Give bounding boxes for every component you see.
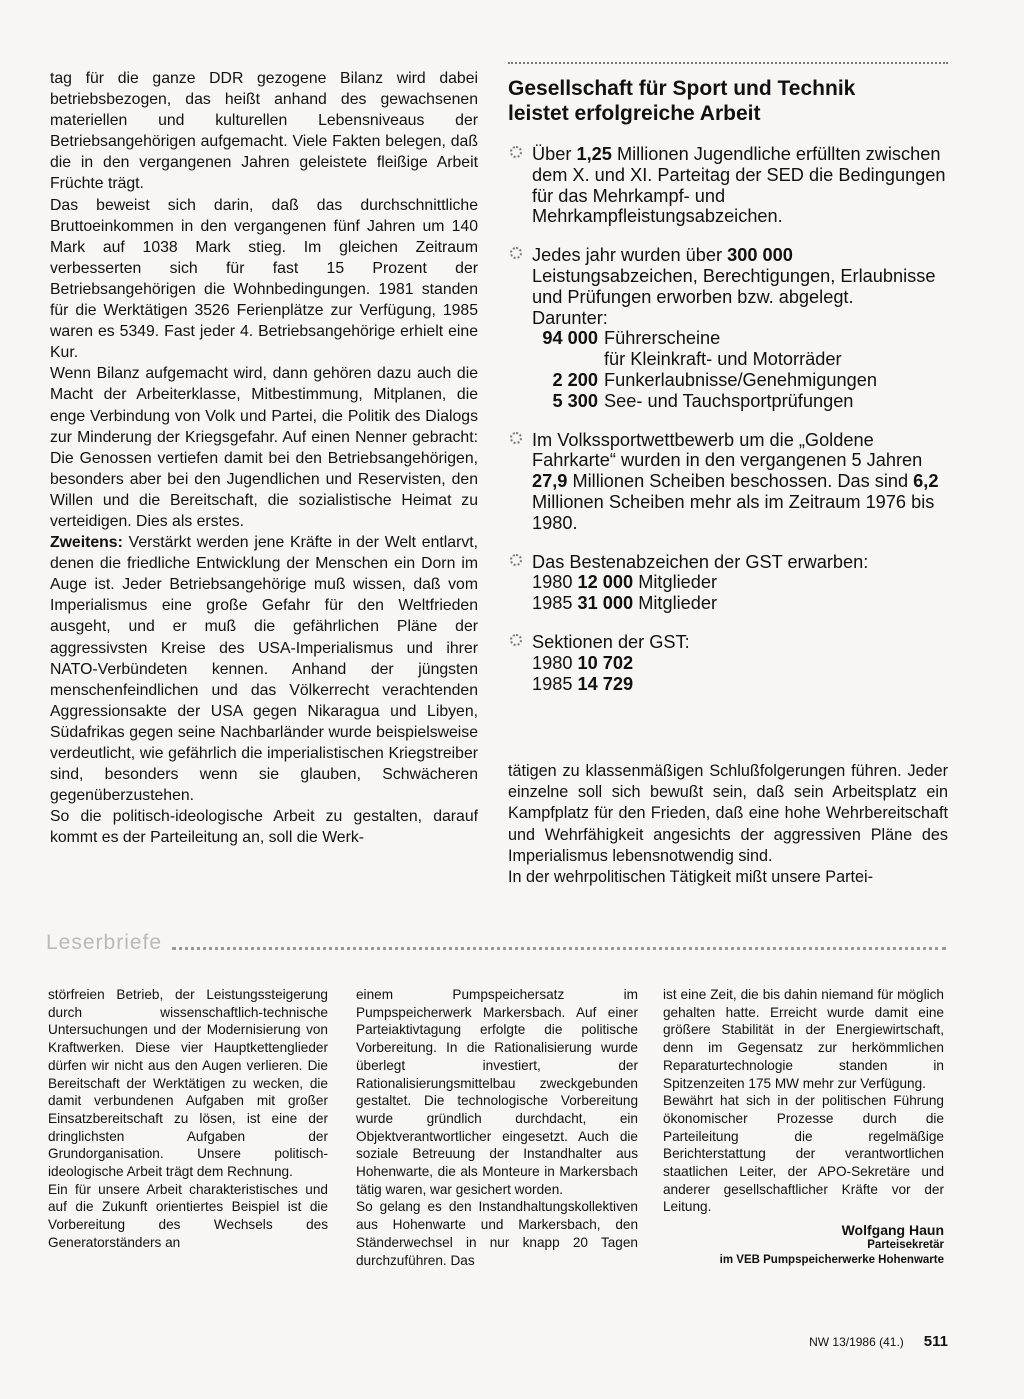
- section-label: Leserbriefe: [46, 931, 163, 954]
- signature-name: Wolfgang Haun: [841, 1222, 944, 1239]
- bullet-icon: [510, 554, 522, 566]
- paragraph: tätigen zu klassenmäßigen Schlußfolgerungen führen. Jeder einzelne soll sich bewußt sein, daß sein Arbeitsplatz ein Kampfplatz für den Frieden, daß eine hohe Wehrbereitschaft und Wehrfähigkeit angesichts der aggressiven Pläne des Imperialismus lebensnotwendig sind.: [508, 762, 948, 865]
- bullet-icon: [510, 432, 522, 444]
- paragraph: Ein für unsere Arbeit charakteristisches und auf die Zukunft orientiertes Beispiel ist die Vorbereitung des Wechsels des Generatorständers an: [48, 1181, 328, 1250]
- stat-line: 1985 31 000 Mitglieder: [532, 593, 718, 614]
- paragraph: Das beweist sich darin, daß das durchschnittliche Bruttoeinkommen in den vergangenen fünf Jahren um 140 Mark auf 1038 Mark stieg. Im gleichen Zeitraum verbesserten sich für fast 15 Prozent der Betriebsangehörigen die Wohnbedingungen. 1981 standen für die Werktätigen 3526 Ferienplätze zur Verfügung, 1985 waren es 5349. Fast jeder 4. Betriebsangehörige erhielt eine Kur.: [50, 196, 478, 362]
- section-rule: [172, 947, 946, 950]
- bullet-icon: [510, 247, 522, 259]
- paragraph: störfreien Betrieb, der Leistungssteigerung durch wissenschaftlich-technische Untersuchungen und der Modernisierung von Kraftwerken. Diese vier Hauptkettenglieder dürfen wir nicht aus den Augen verlieren. Die Bereitschaft der Werktätigen zu wecken, die damit verbundenen Aufgaben mit großer Einsatzbereitschaft zu lösen, ist eine der dringlichsten Aufgaben der Grundorganisation. Unsere politisch-ideologische Arbeit trägt dem Rechnung.: [48, 987, 328, 1180]
- gst-info-box: [508, 62, 948, 712]
- letter-column-3: [663, 986, 944, 1268]
- stat-row: für Kleinkraft- und Motorräder: [604, 349, 842, 370]
- darunter-label: Darunter:: [532, 307, 608, 328]
- box-item: Über 1,25 Millionen Jugendliche erfüllten zwischen dem X. und XI. Parteitag der SED die Bedingungen für das Mehrkampf- und Mehrkampfleistungsabzeichen.: [508, 144, 948, 227]
- stat-row: 5 300 See- und Tauchsportprüfungen: [552, 390, 854, 411]
- paragraph: tag für die ganze DDR gezogene Bilanz wird dabei betriebsbezogen, das heißt anhand des gewachsenen materiellen und kulturellen Lebensniveaus der Betriebsangehörigen aufgemacht. Viele Fakten belegen, daß die in den vergangenen Jahren geleistete fleißige Arbeit Früchte trägt.: [50, 70, 478, 193]
- page-number: 511: [923, 1333, 948, 1350]
- stat-line: 1985 14 729: [532, 673, 634, 694]
- stat-line: 1980 12 000 Mitglieder: [532, 572, 718, 593]
- paragraph: Bewährt hat sich in der politischen Führung ökonomischer Prozesse durch die Parteileitung die regelmäßige Berichterstattung der verantwortlichen staatlichen Leiter, der APO-Sekretäre und anderer gesellschaftlicher Kräfte vor der Leitung.: [663, 1093, 944, 1215]
- stat-row: 2 200 Funkerlaubnisse/Genehmigungen: [552, 369, 877, 390]
- bullet-icon: [510, 146, 522, 158]
- issue-number: NW 13/1986 (41.): [809, 1335, 904, 1349]
- box-title-line-1: Gesellschaft für Sport und Technik: [508, 77, 856, 100]
- letter-column-1: [48, 986, 328, 1252]
- paragraph: So die politisch-ideologische Arbeit zu gestalten, darauf kommt es der Parteileitung an, soll die Werk-: [50, 808, 478, 847]
- paragraph-text: Verstärkt werden jene Kräfte in der Welt entlarvt, denen die friedliche Entwicklung der Menschen ein Dorn im Auge ist. Jeder Betriebsangehörige muß wissen, daß vom Imperialismus eine große Gefahr für den Weltfrieden ausgeht, und er muß die gefährlichen Pläne der aggressivsten Kreise des USA-Imperialismus und ihrer NATO-Verbündeten kennen. Anhand der jüngsten menschenfeindlichen und das Völkerrecht verachtenden Aggressionsakte der USA gegen Nikaragua und Libyen, Südafrikas gegen seine Nachbarländer wurde beispielsweise verdeutlicht, wie gefährlich die imperialistischen Kriegstreiber sind, besonders wenn sie glauben, Schwächeren gegenüberzustehen.: [50, 534, 478, 805]
- paragraph: ist eine Zeit, die bis dahin niemand für möglich gehalten hatte. Erreicht wurde damit eine größere Stabilität in der Energiewirtschaft, denn im Gegensatz zur herkömmlichen Reparaturtechnologie standen in Spitzenzeiten 175 MW mehr zur Verfügung.: [663, 987, 944, 1091]
- paragraph: Wenn Bilanz aufgemacht wird, dann gehören dazu auch die Macht der Arbeiterklasse, Mitbestimmung, Mitplanen, die enge Verbindung von Volk und Partei, die Politik des Dialogs zur Minderung der Kriegsgefahr. Auf einen Nenner gebracht: Die Genossen vertiefen damit bei den Betriebsangehörigen, besonders aber bei den Jugendlichen und Reservisten, den Willen und die Bereitschaft, die sozialistische Heimat zu verteidigen. Dies als erstes.: [50, 365, 478, 530]
- signature-role: Parteisekretär: [867, 1239, 944, 1252]
- section-header-leserbriefe: [46, 928, 946, 958]
- box-item: Das Bestenabzeichen der GST erwarben: 1980 12 000 Mitglieder 1985 31 000 Mitglieder: [508, 552, 948, 614]
- paragraph-zweitens: [50, 532, 478, 806]
- main-article-right-column: [508, 761, 948, 888]
- lead-word: Zweitens:: [50, 534, 123, 552]
- box-item: Jedes jahr wurden über 300 000 Leistungsabzeichen, Berechtigungen, Erlaubnisse und Prüfungen erworben bzw. abgelegt. Darunter: 94 000 Führerscheine für Kleinkraft- und Motorräder 2 200 Funkerlaubnisse/Genehmigungen 5 300 See- und Tauchsportprüfungen: [508, 245, 948, 411]
- letter-column-2: [356, 986, 638, 1269]
- signature-role: im VEB Pumpspeicherwerke Hohenwarte: [719, 1254, 944, 1267]
- paragraph: einem Pumpspeichersatz im Pumpspeicherwerk Markersbach. Auf einer Parteiaktivtagung erfolgte die politische Vorbereitung. In die Rationalisierung wurde überlegt investiert, der Rationalisierungsmittelbau zweckgebunden gestaltet. Die technologische Vorbereitung wurde gründlich durchdacht, ein Objektverantwortlicher eingesetzt. Auch die soziale Betreuung der Instandhalter aus Hohenwarte, die als Monteure in Markersbach tätig waren, war gesichert worden.: [356, 987, 638, 1197]
- box-item: Im Volkssportwettbewerb um die „Goldene Fahrkarte“ wurden in den vergangenen 5 Jahren 27,9 Millionen Scheiben beschossen. Das sind 6,2 Millionen Scheiben mehr als im Zeitraum 1976 bis 1980.: [508, 430, 948, 534]
- paragraph: In der wehrpolitischen Tätigkeit mißt unsere Partei-: [508, 868, 873, 887]
- stat-line: 1980 10 702: [532, 652, 634, 673]
- page-footer: [680, 1333, 948, 1350]
- box-item: Sektionen der GST: 1980 10 702 1985 14 729: [508, 632, 948, 694]
- main-article-left-column: [50, 68, 478, 848]
- bullet-icon: [510, 634, 522, 646]
- box-top-rule: [508, 62, 948, 64]
- paragraph: So gelang es den Instandhaltungskollektiven aus Hohenwarte und Markersbach, den Ständerwechsel in nur knapp 20 Tagen durchzuführen. Das: [356, 1199, 638, 1268]
- stat-row: 94 000 Führerscheine: [542, 328, 721, 349]
- box-title: [508, 76, 948, 126]
- box-title-line-2: leistet erfolgreiche Arbeit: [508, 102, 761, 125]
